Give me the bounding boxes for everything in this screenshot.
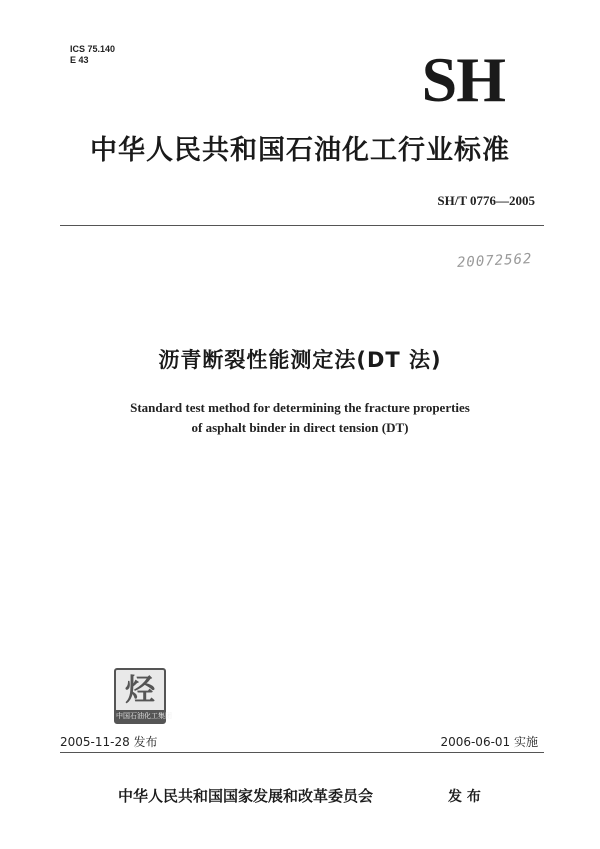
ics-code: ICS 75.140 [70, 44, 116, 54]
sh-logo: SH [421, 44, 505, 115]
publish-label: 发 布 [448, 789, 481, 805]
chinese-title: 沥青断裂性能测定法(DT 法) [158, 348, 442, 372]
implementation-date: 2006-06-01 实施 [440, 735, 538, 749]
classification-codes [70, 44, 115, 66]
english-title-line-1: Standard test method for determining the fracture properties [130, 400, 470, 415]
standard-number: SH/T 0776—2005 [437, 193, 535, 208]
seal-caption: 中国石油化工集团 [116, 712, 172, 720]
ccs-code: E 43 [70, 55, 89, 65]
top-divider [60, 225, 544, 226]
english-title-line-2: of asphalt binder in direct tension (DT) [191, 420, 409, 435]
publisher: 中华人民共和国国家发展和改革委员会 [118, 787, 374, 805]
standard-type-title: 中华人民共和国石油化工行业标准 [90, 135, 510, 166]
issue-date: 2005-11-28 发布 [60, 735, 158, 749]
bottom-divider [60, 752, 544, 753]
organization-seal-icon [114, 668, 172, 724]
english-title [60, 398, 540, 438]
handwritten-stamp: 20072562 [456, 251, 533, 271]
seal-character: 烃 [125, 673, 155, 708]
